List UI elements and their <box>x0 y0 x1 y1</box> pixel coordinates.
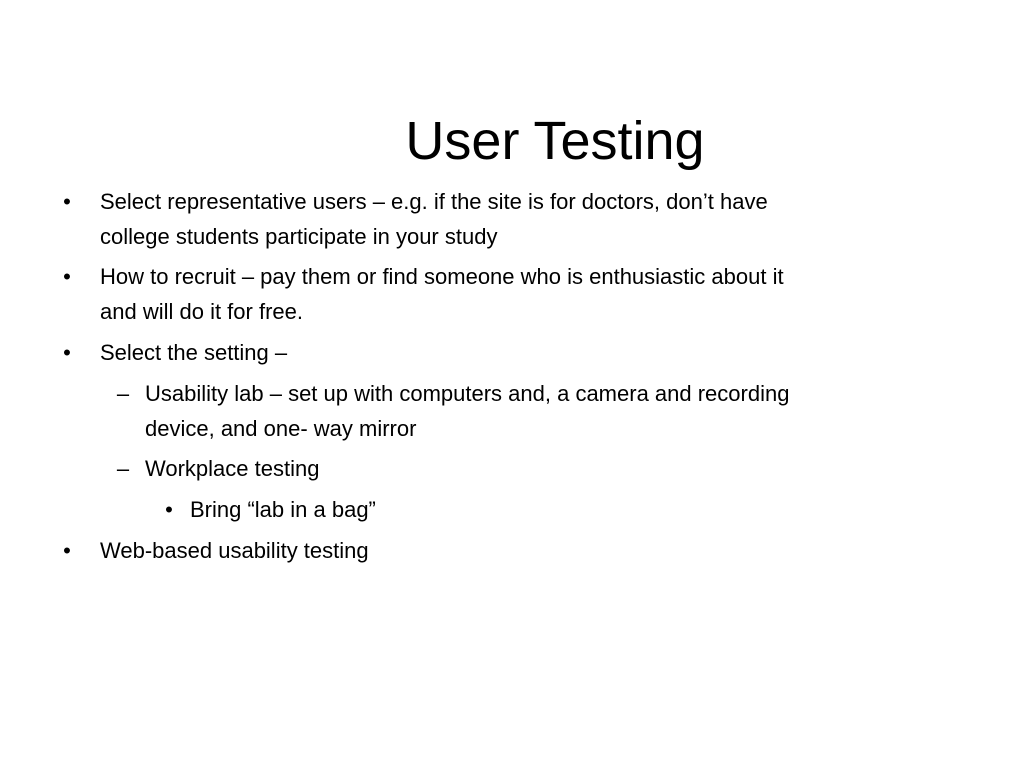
dash-marker: – <box>116 456 130 481</box>
bullet-item-web-based <box>0 533 1024 568</box>
bullet-text-line: Bring “lab in a bag” <box>190 497 376 522</box>
bullet-item-select-users <box>0 184 1024 254</box>
bullet-marker: • <box>63 264 71 289</box>
bullet-item-setting <box>0 335 1024 370</box>
bullet-text-line: Workplace testing <box>145 456 320 481</box>
bullet-text-line: Usability lab – set up with computers and, a camera and recording <box>145 381 790 406</box>
sub-bullet-workplace-testing <box>0 451 1024 486</box>
bullet-text-line: How to recruit – pay them or find someone who is enthusiastic about it <box>100 264 784 289</box>
bullet-text-line: Web-based usability testing <box>100 538 369 563</box>
bullet-marker: • <box>63 189 71 214</box>
sub-sub-bullet-lab-in-a-bag <box>0 492 1024 527</box>
bullet-marker: • <box>63 340 71 365</box>
slide-title: User Testing <box>405 111 705 171</box>
dash-marker: – <box>116 381 130 406</box>
bullet-text-line: device, and one- way mirror <box>145 416 417 441</box>
bullet-text-line: college students participate in your study <box>100 224 498 249</box>
bullet-item-recruit <box>0 259 1024 329</box>
bullet-marker: • <box>165 497 173 522</box>
bullet-text-line: Select the setting – <box>100 340 288 365</box>
bullet-text-line: and will do it for free. <box>100 299 303 324</box>
bullet-text-line: Select representative users – e.g. if the site is for doctors, don’t have <box>100 189 768 214</box>
sub-bullet-usability-lab <box>0 376 1024 446</box>
bullet-marker: • <box>63 538 71 563</box>
